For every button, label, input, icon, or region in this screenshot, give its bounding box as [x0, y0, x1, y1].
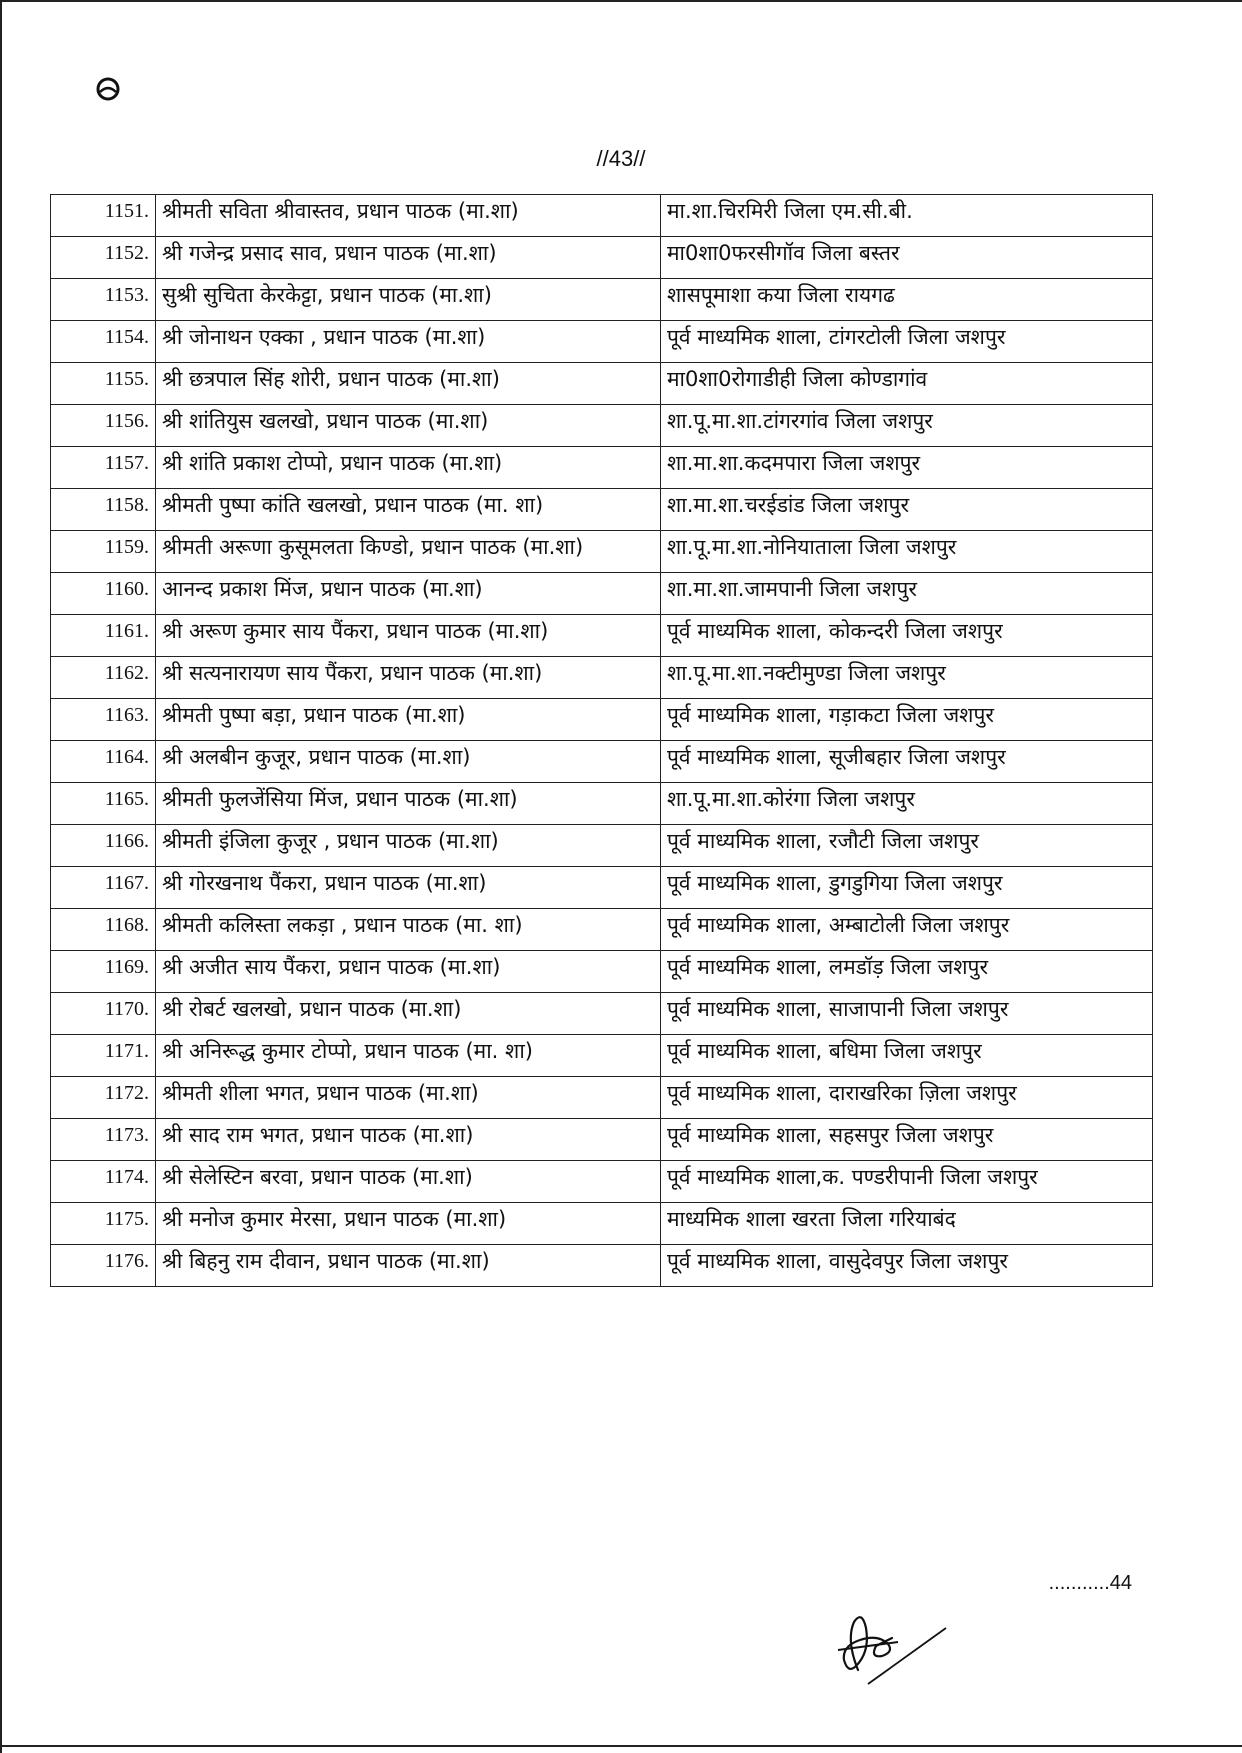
table-row	[51, 531, 1153, 573]
table-row	[51, 657, 1153, 699]
teacher-name-cell: श्री रोबर्ट खलखो, प्रधान पाठक (मा.शा)	[156, 993, 661, 1035]
teacher-name-cell: श्रीमती कलिस्ता लकड़ा , प्रधान पाठक (मा. शा)	[156, 909, 661, 951]
table-row	[51, 279, 1153, 321]
school-cell: पूर्व माध्यमिक शाला, दाराखरिका ज़िला जशपुर	[661, 1077, 1153, 1119]
teacher-list-table	[50, 194, 1153, 1287]
table-row	[51, 489, 1153, 531]
table-row	[51, 573, 1153, 615]
school-cell: पूर्व माध्यमिक शाला, लमडॉड़ जिला जशपुर	[661, 951, 1153, 993]
serial-number-cell: 1170.	[51, 993, 156, 1035]
serial-number-cell: 1171.	[51, 1035, 156, 1077]
serial-number-cell: 1155.	[51, 363, 156, 405]
signature-mark	[818, 1600, 958, 1690]
table-row	[51, 699, 1153, 741]
teacher-name-cell: सुश्री सुचिता केरकेट्टा, प्रधान पाठक (मा.शा)	[156, 279, 661, 321]
table-row	[51, 825, 1153, 867]
school-cell: शा.मा.शा.कदमपारा जिला जशपुर	[661, 447, 1153, 489]
left-margin-line	[0, 0, 2, 1753]
serial-number-cell: 1156.	[51, 405, 156, 447]
serial-number-cell: 1159.	[51, 531, 156, 573]
serial-number-cell: 1166.	[51, 825, 156, 867]
serial-number-cell: 1175.	[51, 1203, 156, 1245]
table-row	[51, 741, 1153, 783]
table-row	[51, 363, 1153, 405]
serial-number-cell: 1157.	[51, 447, 156, 489]
teacher-name-cell: श्री सत्यनारायण साय पैंकरा, प्रधान पाठक (मा.शा)	[156, 657, 661, 699]
bottom-edge-line	[0, 1745, 1242, 1747]
circle-mark-icon	[95, 76, 121, 102]
table-row	[51, 447, 1153, 489]
serial-number-cell: 1174.	[51, 1161, 156, 1203]
school-cell: पूर्व माध्यमिक शाला, गड़ाकटा जिला जशपुर	[661, 699, 1153, 741]
table-row	[51, 405, 1153, 447]
school-cell: पूर्व माध्यमिक शाला, अम्बाटोली जिला जशपुर	[661, 909, 1153, 951]
teacher-name-cell: आनन्द प्रकाश मिंज, प्रधान पाठक (मा.शा)	[156, 573, 661, 615]
teacher-name-cell: श्री शांतियुस खलखो, प्रधान पाठक (मा.शा)	[156, 405, 661, 447]
school-cell: पूर्व माध्यमिक शाला, सहसपुर जिला जशपुर	[661, 1119, 1153, 1161]
school-cell: शा.पू.मा.शा.कोरंगा जिला जशपुर	[661, 783, 1153, 825]
teacher-name-cell: श्रीमती इंजिला कुजूर , प्रधान पाठक (मा.शा)	[156, 825, 661, 867]
school-cell: पूर्व माध्यमिक शाला, साजापानी जिला जशपुर	[661, 993, 1153, 1035]
school-cell: माध्यमिक शाला खरता जिला गरियाबंद	[661, 1203, 1153, 1245]
school-cell: पूर्व माध्यमिक शाला, सूजीबहार जिला जशपुर	[661, 741, 1153, 783]
serial-number-cell: 1153.	[51, 279, 156, 321]
school-cell: मा0शा0फरसीगॉव जिला बस्तर	[661, 237, 1153, 279]
table-row	[51, 1035, 1153, 1077]
serial-number-cell: 1169.	[51, 951, 156, 993]
teacher-name-cell: श्रीमती फुलजेंसिया मिंज, प्रधान पाठक (मा.शा)	[156, 783, 661, 825]
serial-number-cell: 1152.	[51, 237, 156, 279]
serial-number-cell: 1173.	[51, 1119, 156, 1161]
teacher-name-cell: श्रीमती पुष्पा कांति खलखो, प्रधान पाठक (मा. शा)	[156, 489, 661, 531]
serial-number-cell: 1163.	[51, 699, 156, 741]
serial-number-cell: 1165.	[51, 783, 156, 825]
teacher-name-cell: श्री मनोज कुमार मेरसा, प्रधान पाठक (मा.शा)	[156, 1203, 661, 1245]
serial-number-cell: 1164.	[51, 741, 156, 783]
teacher-name-cell: श्री गजेन्द्र प्रसाद साव, प्रधान पाठक (मा.शा)	[156, 237, 661, 279]
teacher-name-cell: श्रीमती पुष्पा बड़ा, प्रधान पाठक (मा.शा)	[156, 699, 661, 741]
teacher-name-cell: श्री जोनाथन एक्का , प्रधान पाठक (मा.शा)	[156, 321, 661, 363]
teacher-name-cell: श्री सेलेस्टिन बरवा, प्रधान पाठक (मा.शा)	[156, 1161, 661, 1203]
teacher-name-cell: श्री अनिरूद्ध कुमार टोप्पो, प्रधान पाठक (मा. शा)	[156, 1035, 661, 1077]
school-cell: पूर्व माध्यमिक शाला, टांगरटोली जिला जशपुर	[661, 321, 1153, 363]
serial-number-cell: 1160.	[51, 573, 156, 615]
school-cell: शा.मा.शा.चरईडांड जिला जशपुर	[661, 489, 1153, 531]
table-row	[51, 1119, 1153, 1161]
teacher-name-cell: श्री छत्रपाल सिंह शोरी, प्रधान पाठक (मा.शा)	[156, 363, 661, 405]
table-row	[51, 867, 1153, 909]
table-row	[51, 615, 1153, 657]
table-row	[51, 951, 1153, 993]
teacher-name-cell: श्री गोरखनाथ पैंकरा, प्रधान पाठक (मा.शा)	[156, 867, 661, 909]
table-row	[51, 1161, 1153, 1203]
table-row	[51, 195, 1153, 237]
table-row	[51, 1203, 1153, 1245]
table-row	[51, 1077, 1153, 1119]
serial-number-cell: 1168.	[51, 909, 156, 951]
serial-number-cell: 1161.	[51, 615, 156, 657]
table-row	[51, 321, 1153, 363]
school-cell: पूर्व माध्यमिक शाला, रजौटी जिला जशपुर	[661, 825, 1153, 867]
table-row	[51, 237, 1153, 279]
serial-number-cell: 1151.	[51, 195, 156, 237]
teacher-name-cell: श्रीमती अरूणा कुसूमलता किण्डो, प्रधान पाठक (मा.शा)	[156, 531, 661, 573]
serial-number-cell: 1162.	[51, 657, 156, 699]
top-edge-line	[0, 0, 1242, 2]
school-cell: पूर्व माध्यमिक शाला, कोकन्दरी जिला जशपुर	[661, 615, 1153, 657]
serial-number-cell: 1176.	[51, 1245, 156, 1287]
school-cell: शा.पू.मा.शा.नोनियाताला जिला जशपुर	[661, 531, 1153, 573]
serial-number-cell: 1167.	[51, 867, 156, 909]
school-cell: मा0शा0रोगाडीही जिला कोण्डागांव	[661, 363, 1153, 405]
table-row	[51, 783, 1153, 825]
serial-number-cell: 1172.	[51, 1077, 156, 1119]
table-row	[51, 1245, 1153, 1287]
school-cell: शा.पू.मा.शा.नक्टीमुण्डा जिला जशपुर	[661, 657, 1153, 699]
next-page-marker: ...........44	[1048, 1572, 1132, 1594]
serial-number-cell: 1154.	[51, 321, 156, 363]
serial-number-cell: 1158.	[51, 489, 156, 531]
school-cell: पूर्व माध्यमिक शाला, बधिमा जिला जशपुर	[661, 1035, 1153, 1077]
school-cell: मा.शा.चिरमिरी जिला एम.सी.बी.	[661, 195, 1153, 237]
table-row	[51, 993, 1153, 1035]
teacher-name-cell: श्रीमती शीला भगत, प्रधान पाठक (मा.शा)	[156, 1077, 661, 1119]
teacher-name-cell: श्री अजीत साय पैंकरा, प्रधान पाठक (मा.शा)	[156, 951, 661, 993]
teacher-name-cell: श्री बिहनु राम दीवान, प्रधान पाठक (मा.शा)	[156, 1245, 661, 1287]
school-cell: पूर्व माध्यमिक शाला, डुगडुगिया जिला जशपुर	[661, 867, 1153, 909]
teacher-name-cell: श्रीमती सविता श्रीवास्तव, प्रधान पाठक (मा.शा)	[156, 195, 661, 237]
teacher-name-cell: श्री अरूण कुमार साय पैंकरा, प्रधान पाठक (मा.शा)	[156, 615, 661, 657]
school-cell: पूर्व माध्यमिक शाला,क. पण्डरीपानी जिला जशपुर	[661, 1161, 1153, 1203]
page-number: //43//	[596, 146, 646, 171]
school-cell: पूर्व माध्यमिक शाला, वासुदेवपुर जिला जशपुर	[661, 1245, 1153, 1287]
teacher-name-cell: श्री शांति प्रकाश टोप्पो, प्रधान पाठक (मा.शा)	[156, 447, 661, 489]
teacher-name-cell: श्री साद राम भगत, प्रधान पाठक (मा.शा)	[156, 1119, 661, 1161]
school-cell: शासपूमाशा कया जिला रायगढ	[661, 279, 1153, 321]
school-cell: शा.पू.मा.शा.टांगरगांव जिला जशपुर	[661, 405, 1153, 447]
school-cell: शा.मा.शा.जामपानी जिला जशपुर	[661, 573, 1153, 615]
table-row	[51, 909, 1153, 951]
teacher-name-cell: श्री अलबीन कुजूर, प्रधान पाठक (मा.शा)	[156, 741, 661, 783]
